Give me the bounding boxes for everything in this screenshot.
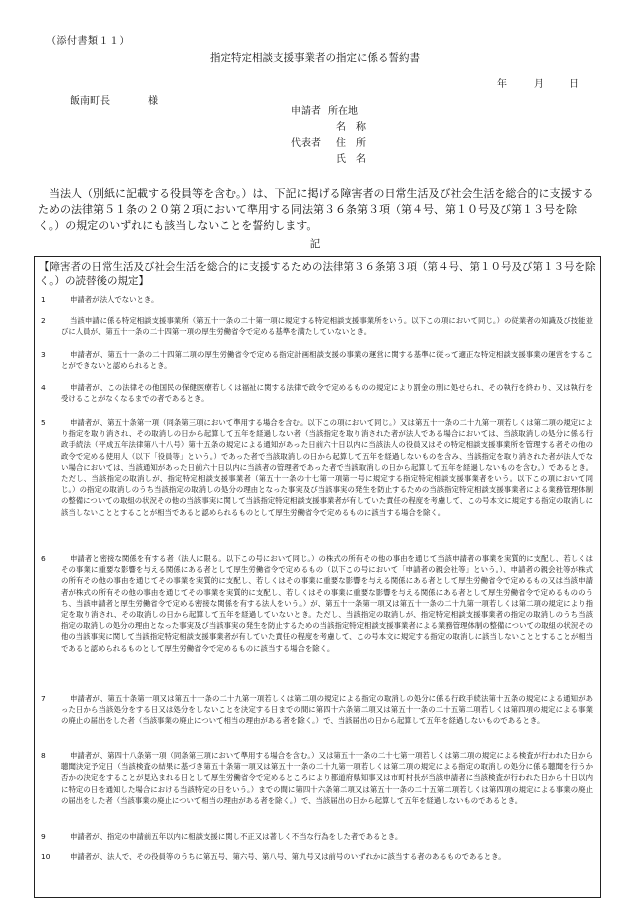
provision-number: 3 <box>41 350 46 359</box>
addressee <box>70 92 158 107</box>
ki-marker: 記 <box>309 238 321 250</box>
provision-number: 2 <box>41 316 46 325</box>
provision-number: 8 <box>41 751 46 760</box>
provision-number: 6 <box>41 554 46 563</box>
provision-text: 当該申請に係る特定相談支援事業所（第五十一条の二十第一項に規定する特定相談支援事業所をいう。以下この項において同じ。）の従業者の知識及び技能並びに人員が、第五十一条の二十四第一項の厚生労働省令で定める基準を満たしていないとき。 <box>61 316 593 337</box>
addressee-name: 飯南町長 <box>70 96 110 107</box>
addressee-honorific: 様 <box>148 96 158 107</box>
date-month: 月 <box>534 79 544 90</box>
provision-number: 4 <box>41 383 46 392</box>
provision-text: 申請者が、第五十条第一項又は第五十一条の二十九第一項若しくは第二項の規定による指定の取消しの処分に係る行政手続法第十五条の規定による通知があった日から当該処分をする日又は処分をしないことを決定する日までの間に第四十六条第二項又は第五十一条の二十五第二項若しくは第四項の規定による事業の廃止の届出をした者（当該事業の廃止について相当の理由がある者を除く。）で、当該届出の日から起算して五年を経過しないものであるとき。 <box>61 694 593 726</box>
provision-text: 申請者が、この法律その他国民の保健医療若しくは福祉に関する法律で政令で定めるものの規定により罰金の刑に処せられ、その執行を終わり、又は執行を受けることがなくなるまでの者であるとき。 <box>61 383 593 404</box>
name-label: 名 称 <box>336 122 366 133</box>
representative-label: 代表者 <box>291 138 321 149</box>
provision-text: 申請者が、第五十一条の二十四第二項の厚生労働省令で定める指定計画相談支援の事業の運営に関する基準に従って適正な特定相談支援事業の運営をすることができないと認められるとき。 <box>61 350 593 371</box>
rep-name-label: 氏 名 <box>336 154 366 165</box>
provisions-heading: 【障害者の日常生活及び社会生活を総合的に支援するための法律第３６条第３項（第４号、第１０号及び第１３号を除く。）の読替後の規定】 <box>39 261 596 287</box>
provision-number: 7 <box>41 694 46 703</box>
oath-statement: 当法人（別紙に記載する役員等を含む。）は、下記に掲げる障害者の日常生活及び社会生活を総合的に支援するための法律第５１条の２０第２項において準用する同法第３６条第３項（第４号、第１０号及び第１３号を除く。）の規定のいずれにも該当しないことを誓約します。 <box>38 187 594 232</box>
attachment-label: （添付書類１１） <box>46 36 130 47</box>
provision-text: 申請者が、第四十八条第一項（同条第三項において準用する場合を含む。）又は第五十一条の二十七第一項若しくは第二項の規定による検査が行われた日から聴聞決定予定日（当該検査の結果に基づき第五十条第一項又は第五十一条の二十九第一項若しくは第二項の規定による指定の取消しの処分に係る聴聞を行うか否かの決定をすることが見込まれる日として厚生労働省令で定めるところにより都道府県知事又は市町村長が当該申請者に当該検査が行われた日から十日以内に特定の日を通知した場合における当該特定の日をいう。）までの間に第四十六条第二項又は第五十一条の二十五第二項若しくは第四項の規定による事業の廃止の届出をした者（当該事業の廃止について相当の理由がある者を除く。）で、当該届出の日から起算して五年を経過しないものであるとき。 <box>61 751 593 805</box>
document-title: 指定特定相談支援事業者の指定に係る誓約書 <box>210 52 420 64</box>
provision-text: 申請者と密接な関係を有する者（法人に限る。以下この号において同じ。）の株式の所有その他の事由を通じて当該申請者の事業を実質的に支配し、若しくはその事業に重要な影響を与える関係にある者として厚生労働省令で定めるもの（以下この号において「申請者の親会社等」という。）、申請者の親会社等が株式の所有その他の事由を通じてその事業を実質的に支配し、若しくはその事業に重要な影響を与える関係にある者として厚生労働省令で定めるもの又は当該申請者が株式の所有その他の事由を通じてその事業を実質的に支配し、若しくはその事業に重要な影響を与える関係にある者として厚生労働省令で定めるもののうち、当該申請者と厚生労働省令で定める密接な関係を有する法人をいう。）が、第五十一条第一項又は第五十一条の二十九第一項若しくは第二項の規定により指定を取り消され、その取消しの日から起算して五年を経過していないとき。ただし、当該指定の取消しが、指定特定相談支援事業者の指定の取消しのうち当該指定の取消しの処分の理由となった事実及び当該事実の発生を防止するための当該指定特定相談支援事業者による業務管理体制の整備についての取組の状況その他の当該事実に関して当該指定特定相談支援事業者が有していた責任の程度を考慮して、この号本文に規定する指定の取消しに該当しないこととすることが相当であると認められるものとして厚生労働省令で定めるものに該当する場合を除く。 <box>61 554 593 653</box>
provision-number: 10 <box>41 852 51 861</box>
provision-number: 9 <box>41 832 46 841</box>
provision-text: 申請者が、指定の申請前五年以内に相談支援に関し不正又は著しく不当な行為をした者であるとき。 <box>70 832 403 841</box>
provision-number: 1 <box>41 295 46 304</box>
applicant-label: 申請者 <box>291 106 321 117</box>
provision-text: 申請者が法人でないとき。 <box>70 295 159 304</box>
provision-number: 5 <box>41 418 46 427</box>
provision-text: 申請者が、第五十条第一項（同条第三項において準用する場合を含む。以下この項において同じ。）又は第五十一条の二十九第一項若しくは第二項の規定により指定を取り消され、その取消しの日から起算して五年を経過しない者（当該指定を取り消された者が法人である場合においては、当該取消しの処分に係る行政手続法（平成五年法律第八十八号）第十五条の規定による通知があった日前六十日以内に当該法人の役員又はその特定相談支援事業所を管理する者その他の政令で定める使用人（以下「役員等」という。）であった者で当該取消しの日から起算して五年を経過しないものを含み、当該指定を取り消された者が法人でない場合においては、当該通知があった日前六十日以内に当該者の管理者であった者で当該取消しの日から起算して五年を経過しないものを含む。）であるとき。ただし、当該指定の取消しが、指定特定相談支援事業者（第五十一条の十七第一項第一号に規定する指定特定相談支援事業者をいう。以下この項において同じ。）の指定の取消しのうち当該指定の取消しの処分の理由となった事実及び当該事実の発生を防止するための当該指定特定相談支援事業者による業務管理体制の整備についての取組の状況その他の当該事実に関して当該指定特定相談支援事業者が有していた責任の程度を考慮して、この号本文に規定する指定の取消しに該当しないこととすることが相当であると認められるものとして厚生労働省令で定めるものに該当する場合を除く。 <box>61 418 593 517</box>
provision-text: 申請者が、法人で、その役員等のうちに第五号、第六号、第八号、第九号又は前号のいずれかに該当する者のあるものであるとき。 <box>70 852 506 861</box>
rep-address-label: 住 所 <box>336 138 366 149</box>
address-label: 所在地 <box>328 106 358 117</box>
provisions-box <box>34 256 601 898</box>
date-day: 日 <box>569 79 579 90</box>
date-year: 年 <box>497 79 507 90</box>
